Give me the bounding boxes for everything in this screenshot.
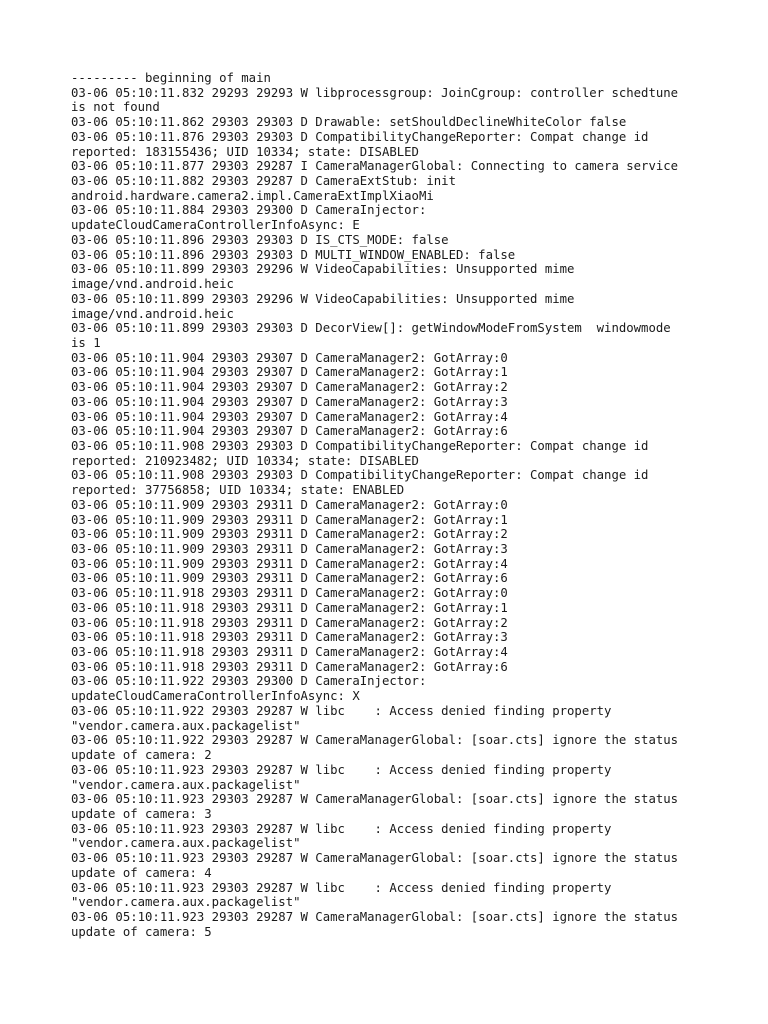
log-line: "vendor.camera.aux.packagelist" (71, 895, 301, 910)
log-line: 03-06 05:10:11.923 29303 29287 W CameraManagerGlobal: [soar.cts] ignore the status (71, 851, 679, 866)
log-line: 03-06 05:10:11.908 29303 29303 D CompatibilityChangeReporter: Compat change id (71, 468, 649, 483)
log-line: 03-06 05:10:11.909 29303 29311 D CameraManager2: GotArray:3 (71, 542, 508, 556)
log-line: 03-06 05:10:11.904 29303 29307 D CameraManager2: GotArray:6 (71, 424, 508, 439)
log-line: 03-06 05:10:11.832 29293 29293 W libprocessgroup: JoinCgroup: controller schedtune (71, 85, 679, 100)
log-line: 03-06 05:10:11.909 29303 29311 D CameraManager2: GotArray:2 (71, 527, 508, 542)
log-line: 03-06 05:10:11.922 29303 29287 W libc : Access denied finding property (71, 703, 612, 718)
log-line: 03-06 05:10:11.908 29303 29303 D CompatibilityChangeReporter: Compat change id (71, 438, 649, 453)
log-line: 03-06 05:10:11.923 29303 29287 W libc : Access denied finding property (71, 762, 612, 777)
log-line: update of camera: 5 (71, 924, 212, 939)
log-line: 03-06 05:10:11.918 29303 29311 D CameraManager2: GotArray:4 (71, 645, 508, 660)
log-line: 03-06 05:10:11.899 29303 29296 W VideoCapabilities: Unsupported mime (71, 291, 575, 306)
log-line: 03-06 05:10:11.909 29303 29311 D CameraManager2: GotArray:0 (71, 497, 508, 512)
log-line: 03-06 05:10:11.923 29303 29287 W CameraManagerGlobal: [soar.cts] ignore the status (71, 909, 679, 924)
log-line: updateCloudCameraControllerInfoAsync: E (71, 218, 360, 233)
log-line: android.hardware.camera2.impl.CameraExtImplXiaoMi (71, 188, 434, 203)
log-line: 03-06 05:10:11.904 29303 29307 D CameraManager2: GotArray:2 (71, 380, 508, 395)
log-line: 03-06 05:10:11.909 29303 29311 D CameraManager2: GotArray:6 (71, 571, 508, 586)
log-line: is 1 (71, 335, 101, 350)
log-line: update of camera: 2 (71, 748, 212, 763)
log-line: 03-06 05:10:11.922 29303 29300 D CameraInjector: (71, 674, 427, 689)
log-line: 03-06 05:10:11.896 29303 29303 D MULTI_WINDOW_ENABLED: false (71, 247, 516, 262)
log-line: reported: 210923482; UID 10334; state: DISABLED (71, 453, 419, 468)
log-line: reported: 37756858; UID 10334; state: ENABLED (71, 483, 405, 498)
log-line: update of camera: 4 (71, 865, 212, 880)
log-line: image/vnd.android.heic (71, 277, 234, 292)
log-line: --------- beginning of main (71, 71, 271, 85)
log-line: 03-06 05:10:11.918 29303 29311 D CameraManager2: GotArray:6 (71, 659, 508, 674)
log-line: update of camera: 3 (71, 806, 212, 821)
log-line: 03-06 05:10:11.918 29303 29311 D CameraManager2: GotArray:2 (71, 615, 508, 630)
log-line: 03-06 05:10:11.904 29303 29307 D CameraManager2: GotArray:1 (71, 365, 508, 380)
log-document (71, 71, 711, 939)
log-line: 03-06 05:10:11.909 29303 29311 D CameraManager2: GotArray:4 (71, 556, 508, 571)
log-line: 03-06 05:10:11.896 29303 29303 D IS_CTS_MODE: false (71, 232, 449, 247)
log-line: 03-06 05:10:11.904 29303 29307 D CameraManager2: GotArray:4 (71, 409, 508, 424)
log-line: "vendor.camera.aux.packagelist" (71, 777, 301, 792)
log-line: 03-06 05:10:11.877 29303 29287 I CameraManagerGlobal: Connecting to camera service (71, 159, 679, 174)
log-line: 03-06 05:10:11.876 29303 29303 D CompatibilityChangeReporter: Compat change id (71, 129, 649, 144)
log-line: 03-06 05:10:11.922 29303 29287 W CameraManagerGlobal: [soar.cts] ignore the status (71, 733, 679, 748)
log-line: 03-06 05:10:11.862 29303 29303 D Drawable: setShouldDeclineWhiteColor false (71, 115, 627, 130)
log-line: 03-06 05:10:11.923 29303 29287 W libc : Access denied finding property (71, 880, 612, 895)
log-line: is not found (71, 100, 160, 115)
log-line: 03-06 05:10:11.899 29303 29296 W VideoCapabilities: Unsupported mime (71, 262, 575, 277)
log-line: 03-06 05:10:11.904 29303 29307 D CameraManager2: GotArray:3 (71, 394, 508, 409)
log-line: 03-06 05:10:11.899 29303 29303 D DecorView[]: getWindowModeFromSystem windowmode (71, 321, 671, 336)
log-line: "vendor.camera.aux.packagelist" (71, 718, 301, 733)
log-line: updateCloudCameraControllerInfoAsync: X (71, 689, 360, 704)
log-line: 03-06 05:10:11.882 29303 29287 D CameraExtStub: init (71, 174, 456, 189)
log-line: 03-06 05:10:11.918 29303 29311 D CameraManager2: GotArray:3 (71, 630, 508, 645)
log-line: 03-06 05:10:11.904 29303 29307 D CameraManager2: GotArray:0 (71, 350, 508, 365)
log-line: 03-06 05:10:11.923 29303 29287 W CameraManagerGlobal: [soar.cts] ignore the status (71, 792, 679, 807)
log-line: 03-06 05:10:11.884 29303 29300 D CameraInjector: (71, 203, 427, 218)
log-line: reported: 183155436; UID 10334; state: DISABLED (71, 144, 419, 159)
log-line: 03-06 05:10:11.918 29303 29311 D CameraManager2: GotArray:0 (71, 586, 508, 601)
log-line: 03-06 05:10:11.909 29303 29311 D CameraManager2: GotArray:1 (71, 512, 508, 527)
log-line: 03-06 05:10:11.918 29303 29311 D CameraManager2: GotArray:1 (71, 600, 508, 615)
log-line: image/vnd.android.heic (71, 306, 234, 321)
log-line: 03-06 05:10:11.923 29303 29287 W libc : Access denied finding property (71, 821, 612, 836)
log-line: "vendor.camera.aux.packagelist" (71, 836, 301, 851)
